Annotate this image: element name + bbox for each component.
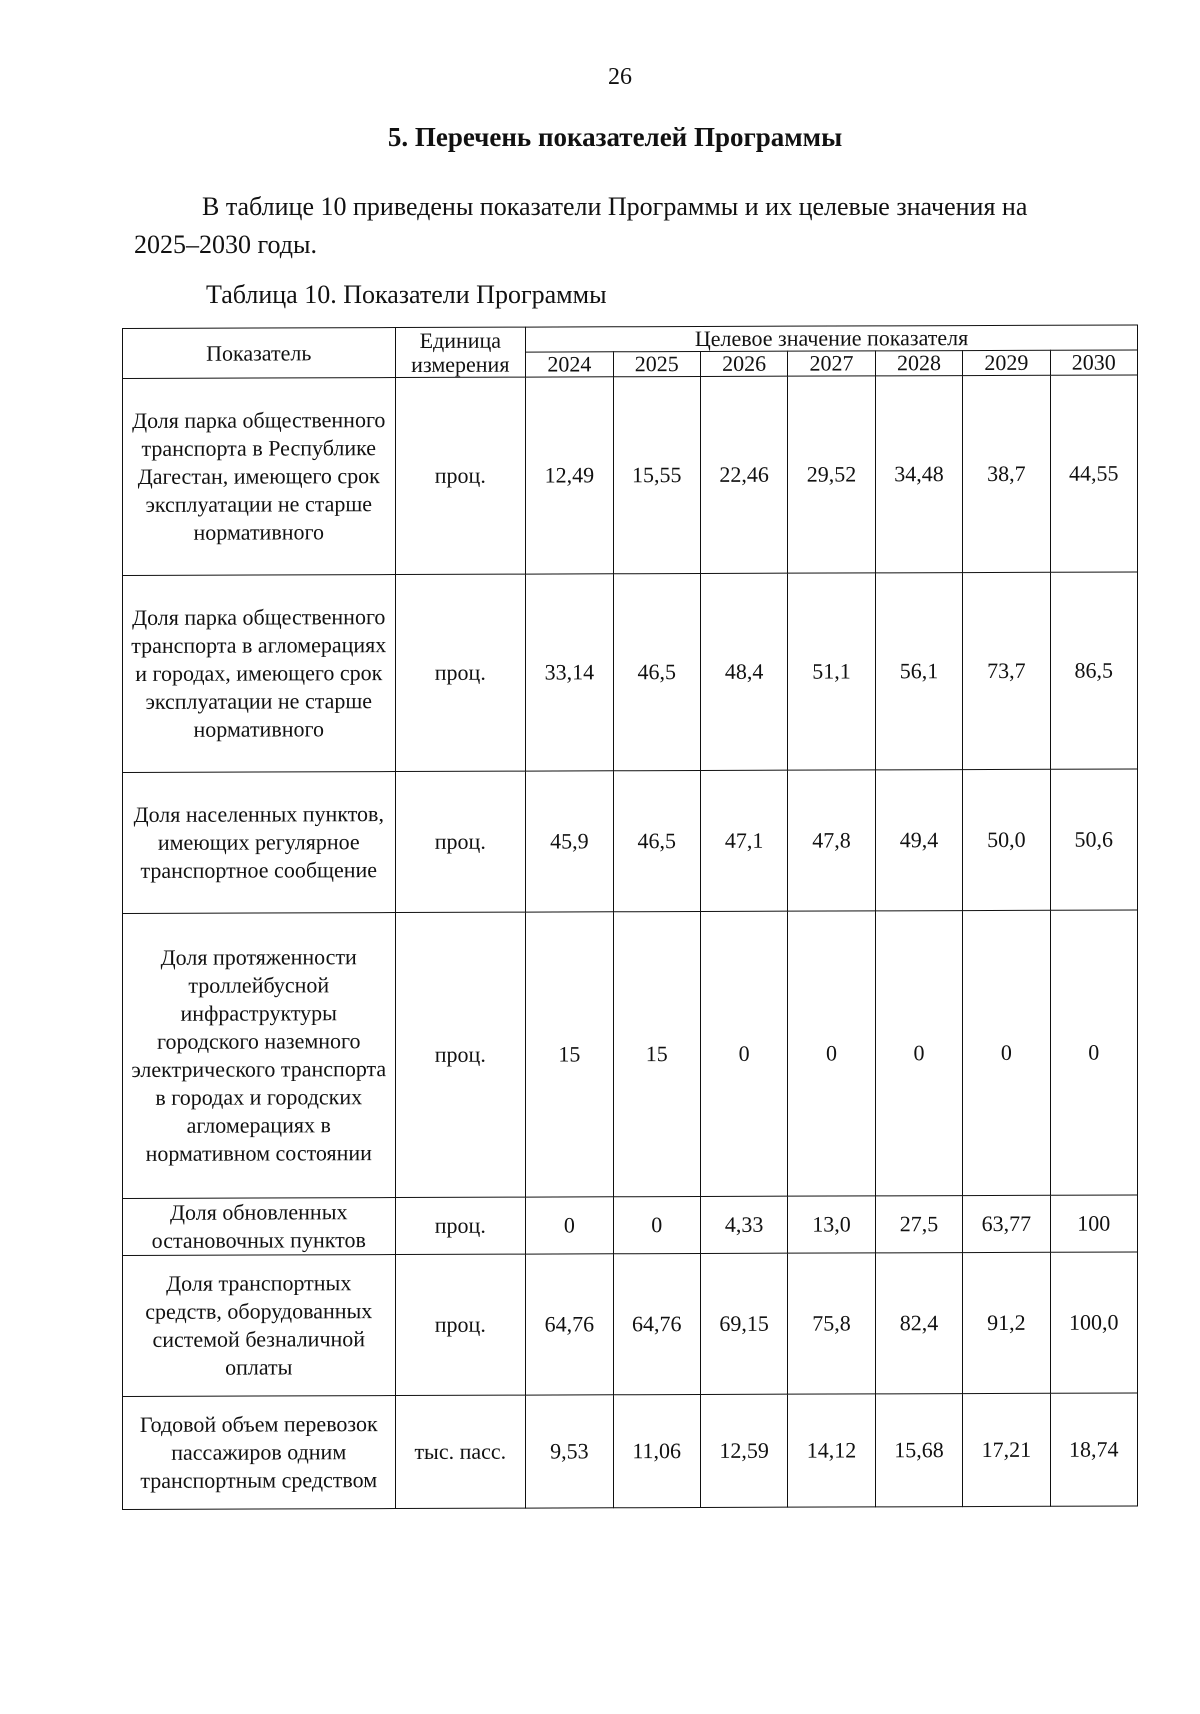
value-cell: 100,0 xyxy=(1050,1252,1137,1393)
value-cell: 44,55 xyxy=(1050,375,1137,572)
header-target: Целевое значение показателя xyxy=(526,325,1138,352)
table-row xyxy=(123,1252,1138,1397)
value-cell: 13,0 xyxy=(788,1196,875,1253)
value-cell: 33,14 xyxy=(526,574,613,771)
value-cell: 0 xyxy=(526,1197,613,1254)
value-cell: 63,77 xyxy=(963,1195,1050,1252)
value-cell: 82,4 xyxy=(875,1253,962,1394)
value-cell: 18,74 xyxy=(1050,1393,1137,1506)
value-cell: 46,5 xyxy=(613,770,700,911)
value-cell: 9,53 xyxy=(526,1395,613,1508)
header-year: 2027 xyxy=(788,351,875,376)
value-cell: 48,4 xyxy=(700,573,787,770)
value-cell: 47,8 xyxy=(788,770,875,911)
indicator-name: Годовой объем перевозок пассажиров одним транспортным средством xyxy=(123,1396,396,1510)
value-cell: 4,33 xyxy=(700,1196,787,1253)
value-cell: 0 xyxy=(700,911,787,1196)
value-cell: 91,2 xyxy=(963,1252,1050,1393)
indicator-unit: проц. xyxy=(395,771,526,912)
value-cell: 86,5 xyxy=(1050,572,1137,769)
value-cell: 46,5 xyxy=(613,573,700,770)
value-cell: 34,48 xyxy=(875,376,962,573)
value-cell: 15 xyxy=(526,912,613,1197)
value-cell: 69,15 xyxy=(700,1253,787,1394)
value-cell: 0 xyxy=(788,911,875,1196)
indicator-name: Доля парка общественного транспорта в Республике Дагестан, имеющего срок эксплуатации не старше нормативного xyxy=(123,378,396,576)
value-cell: 12,49 xyxy=(526,377,613,574)
table-row xyxy=(123,375,1138,576)
value-cell: 100 xyxy=(1050,1195,1137,1252)
value-cell: 11,06 xyxy=(613,1394,700,1507)
value-cell: 50,0 xyxy=(963,769,1050,910)
table-row xyxy=(123,572,1138,773)
table-row xyxy=(123,1393,1138,1510)
indicators-table xyxy=(122,324,1138,1510)
value-cell: 56,1 xyxy=(875,573,962,770)
value-cell: 73,7 xyxy=(963,572,1050,769)
header-year: 2025 xyxy=(613,351,700,376)
value-cell: 12,59 xyxy=(700,1394,787,1507)
value-cell: 47,1 xyxy=(700,770,787,911)
header-year: 2024 xyxy=(526,352,613,377)
table-row xyxy=(123,910,1138,1199)
value-cell: 15,68 xyxy=(875,1394,962,1507)
value-cell: 14,12 xyxy=(788,1394,875,1507)
header-year: 2029 xyxy=(963,350,1050,375)
value-cell: 0 xyxy=(963,910,1050,1195)
value-cell: 51,1 xyxy=(788,573,875,770)
value-cell: 0 xyxy=(613,1196,700,1253)
header-year: 2028 xyxy=(875,351,962,376)
value-cell: 15 xyxy=(613,911,700,1196)
table-caption: Таблица 10. Показатели Программы xyxy=(206,280,607,309)
indicator-name: Доля транспортных средств, оборудованных системой безналичной оплаты xyxy=(123,1255,396,1397)
header-year: 2026 xyxy=(700,351,787,376)
page-number: 26 xyxy=(608,64,632,90)
indicator-unit: тыс. пасс. xyxy=(395,1395,526,1508)
table-row xyxy=(123,1195,1138,1256)
value-cell: 22,46 xyxy=(700,376,787,573)
header-year: 2030 xyxy=(1050,350,1137,375)
table-row xyxy=(123,769,1138,914)
section-title: 5. Перечень показателей Программы xyxy=(387,122,843,152)
indicator-unit: проц. xyxy=(395,1197,526,1254)
indicator-unit: проц. xyxy=(395,574,526,771)
value-cell: 0 xyxy=(875,911,962,1196)
indicator-name: Доля обновленных остановочных пунктов xyxy=(123,1198,396,1256)
value-cell: 64,76 xyxy=(613,1253,700,1394)
header-unit: Единица измерения xyxy=(395,327,526,377)
value-cell: 64,76 xyxy=(526,1254,613,1395)
value-cell: 75,8 xyxy=(788,1253,875,1394)
header-indicator: Показатель xyxy=(123,328,396,379)
value-cell: 27,5 xyxy=(875,1196,962,1253)
value-cell: 29,52 xyxy=(788,376,875,573)
indicator-unit: проц. xyxy=(395,1254,526,1395)
value-cell: 50,6 xyxy=(1050,769,1137,910)
indicator-name: Доля протяженности троллейбусной инфраструктуры городского наземного электрического транспорта в городах и городских агломерациях в нормативном состоянии xyxy=(123,913,396,1199)
value-cell: 45,9 xyxy=(526,771,613,912)
value-cell: 17,21 xyxy=(963,1393,1050,1506)
value-cell: 38,7 xyxy=(963,375,1050,572)
intro-paragraph: В таблице 10 приведены показатели Программы и их целевые значения на 2025–2030 годы. xyxy=(134,192,1028,259)
indicator-name: Доля населенных пунктов, имеющих регулярное транспортное сообщение xyxy=(123,772,396,914)
value-cell: 49,4 xyxy=(875,770,962,911)
value-cell: 15,55 xyxy=(613,376,700,573)
indicator-unit: проц. xyxy=(395,912,526,1197)
indicator-name: Доля парка общественного транспорта в агломерациях и городах, имеющего срок эксплуатации не старше нормативного xyxy=(123,575,396,773)
indicator-unit: проц. xyxy=(395,377,526,574)
value-cell: 0 xyxy=(1050,910,1137,1195)
